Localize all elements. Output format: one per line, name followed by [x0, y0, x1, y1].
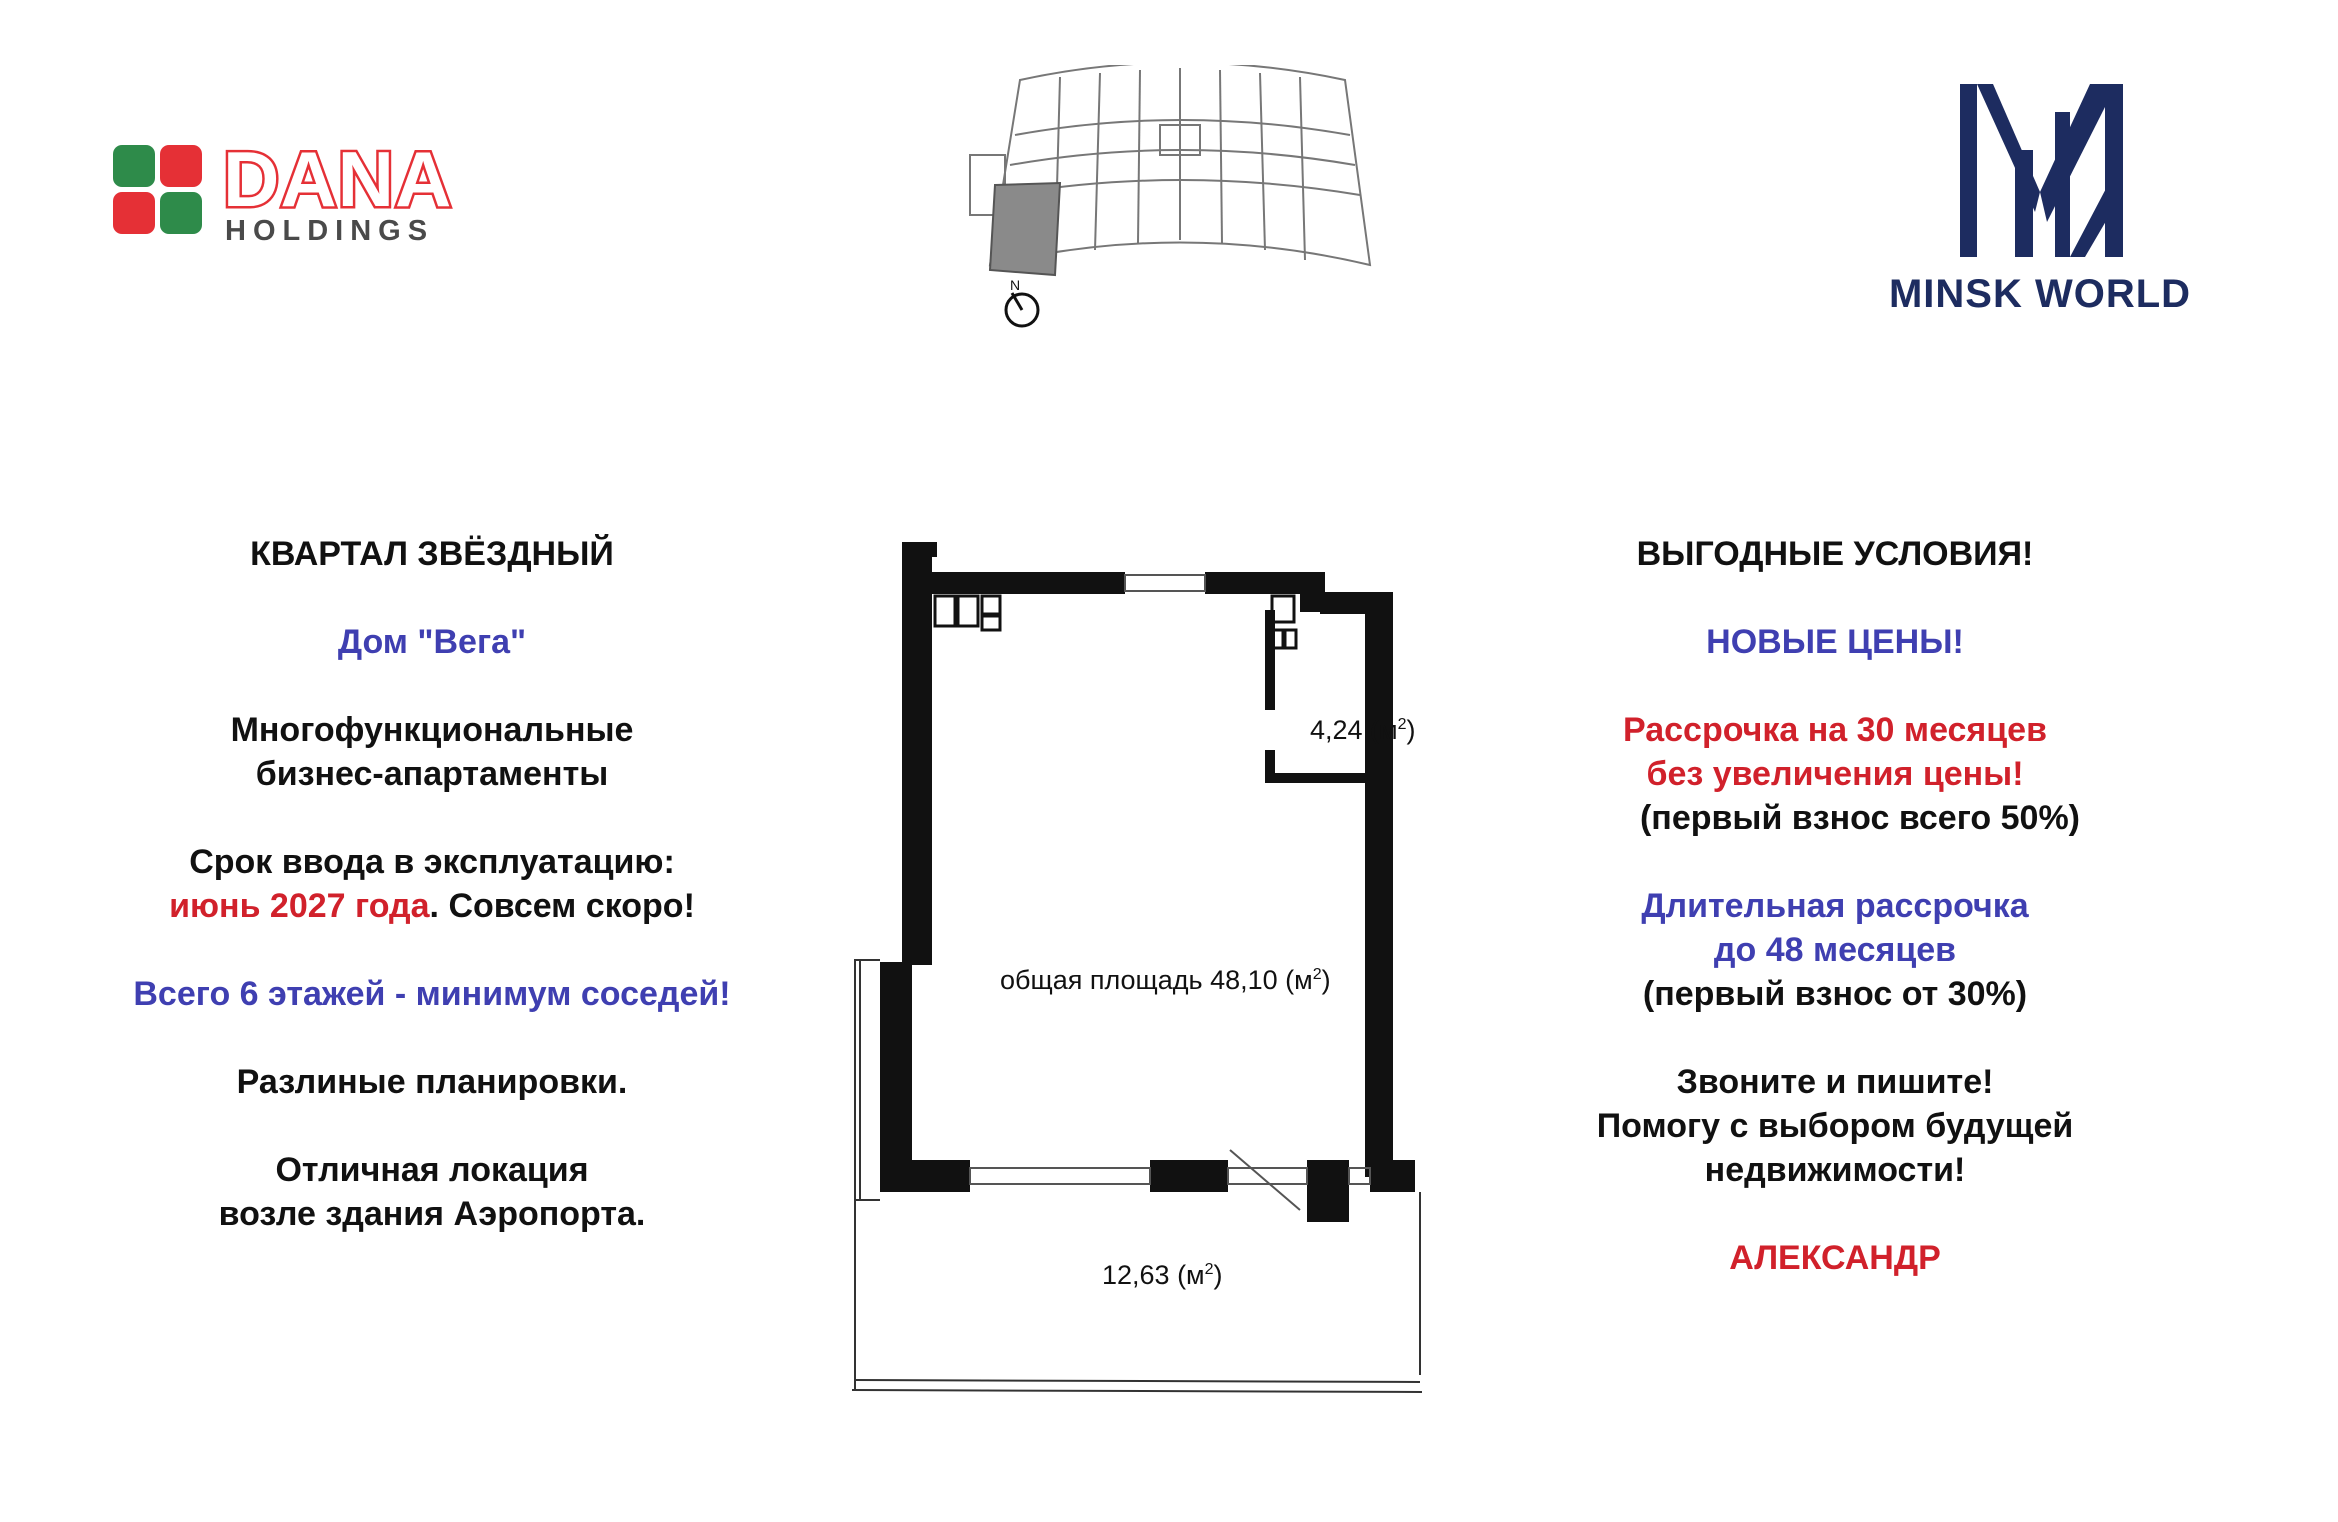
layouts-info: Разлиные планировки. [236, 1063, 628, 1101]
selected-unit-highlight [990, 183, 1060, 275]
location-line1: Отличная локация [275, 1151, 589, 1189]
logo-square-icon [160, 192, 202, 234]
installment-note: (первый взнос всего 50%) [1639, 799, 2080, 837]
logo-square-icon [113, 145, 155, 187]
building-key-plan [950, 65, 1390, 345]
new-prices: НОВЫЕ ЦЕНЫ! [1706, 623, 1964, 661]
offer-info-column [1485, 532, 2185, 1280]
deadline-line [82, 884, 782, 928]
contact-line2: Помогу с выбором будущей [1596, 1107, 2074, 1145]
mw-monogram-icon [1865, 72, 2215, 272]
contact-line3: недвижимости! [1704, 1151, 1966, 1189]
bathroom-area-label: 4,24 $(м^2)$ [1310, 715, 1416, 745]
floors-info: Всего 6 этажей - минимум соседей! [133, 975, 731, 1013]
logo-square-icon [160, 145, 202, 187]
dana-subtitle: HOLDINGS [225, 215, 435, 247]
terrace-area-label: 12,63 $(м^2)$ [1102, 1260, 1223, 1290]
agent-name: АЛЕКСАНДР [1729, 1239, 1941, 1277]
property-type-line2: бизнес-апартаменты [255, 755, 609, 793]
property-type-line1: Многофункциональные [230, 711, 634, 749]
district-heading: КВАРТАЛ ЗВЁЗДНЫЙ [250, 535, 614, 573]
dana-wordmark: DANA [223, 135, 453, 223]
offer-heading: ВЫГОДНЫЕ УСЛОВИЯ! [1636, 535, 2034, 573]
minsk-world-wordmark: MINSK WORLD [1888, 272, 2192, 316]
long-installment-line1: Длительная рассрочка [1641, 887, 2029, 925]
deadline-date: июнь 2027 года [169, 887, 430, 925]
long-installment-line2: до 48 месяцев [1713, 931, 1957, 969]
project-info-column [82, 532, 782, 1236]
minsk-world-logo [1865, 72, 2215, 322]
house-name: Дом "Вега" [337, 623, 527, 661]
deadline-label: Срок ввода в эксплуатацию: [189, 843, 675, 881]
long-installment-note: (первый взнос от 30%) [1642, 975, 2028, 1013]
location-line2: возле здания Аэропорта. [218, 1195, 646, 1233]
dana-holdings-logo [113, 135, 493, 250]
north-label: N [1010, 277, 1021, 293]
logo-square-icon [113, 192, 155, 234]
contact-line1: Звоните и пишите! [1676, 1063, 1994, 1101]
apartment-floor-plan [820, 520, 1520, 1400]
total-area-label: общая площадь 48,10 $(м^2)$ [1000, 965, 1331, 995]
deadline-note: . Совсем скоро! [429, 887, 695, 925]
installment-line2: без увеличения цены! [1646, 755, 2024, 793]
installment-line1: Рассрочка на 30 месяцев [1623, 711, 2047, 749]
